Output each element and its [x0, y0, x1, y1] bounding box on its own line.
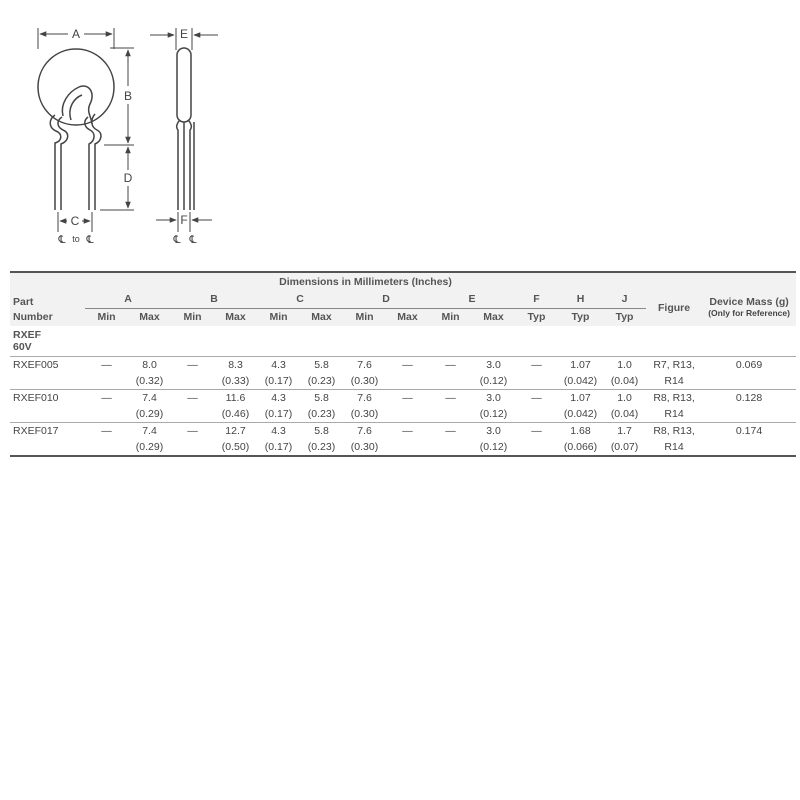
group-h-header: H: [558, 290, 603, 308]
figure-ref: R7, R13,: [653, 358, 695, 371]
device-mass-cell: 0.174: [702, 422, 796, 456]
dimension-inch-value: (0.17): [264, 440, 293, 453]
group-e-header: E: [429, 290, 515, 308]
figure-ref: R14: [664, 440, 684, 453]
dimension-inch-value: (0.29): [135, 440, 164, 453]
dimension-cell: [558, 356, 603, 389]
group-d-header: D: [343, 290, 429, 308]
dimension-mm-value: 5.8: [314, 391, 329, 404]
group-header-row: [10, 290, 796, 308]
dimension-mm-value: 1.07: [570, 391, 591, 404]
dimension-inch-value: (0.042): [563, 407, 598, 420]
dimension-cell: [472, 389, 515, 422]
part-number-cell: RXEF010: [10, 389, 85, 422]
part-number-cell: RXEF017: [10, 422, 85, 456]
dimension-cell: [257, 356, 300, 389]
dimension-mm-value: —: [531, 391, 542, 404]
dimension-inch-value: (0.12): [479, 440, 508, 453]
dimension-inch-value: (0.23): [307, 407, 336, 420]
dimension-cell: [128, 356, 171, 389]
dimension-mm-value: 3.0: [486, 424, 501, 437]
dimension-cell: [603, 389, 646, 422]
dimension-mm-value: 1.7: [617, 424, 632, 437]
dimension-cell: [85, 422, 128, 456]
group-a-header: A: [85, 290, 171, 308]
dimension-mm-value: 11.6: [225, 391, 246, 404]
dimension-inch-value: (0.17): [264, 374, 293, 387]
dimension-cell: [343, 356, 386, 389]
dimension-inch-value: (0.042): [563, 374, 598, 387]
figure-header: Figure: [658, 302, 691, 314]
table-row: [10, 422, 796, 456]
dimension-inch-value: (0.04): [610, 407, 639, 420]
to-label: to: [72, 234, 80, 244]
table-title: Dimensions in Millimeters (Inches): [279, 275, 452, 288]
dimension-cell: [386, 356, 429, 389]
dimension-mm-value: —: [187, 424, 198, 437]
part-number-cell: RXEF005: [10, 356, 85, 389]
dimension-mm-value: 3.0: [486, 391, 501, 404]
side-view: [177, 48, 194, 210]
dimension-inch-value: (0.04): [610, 374, 639, 387]
dimension-mm-value: 1.0: [617, 391, 632, 404]
dimension-mm-value: 7.6: [357, 358, 372, 371]
dimension-mm-value: —: [101, 358, 112, 371]
dimension-cell: [171, 356, 214, 389]
dimension-inch-value: (0.50): [221, 440, 250, 453]
dimension-mm-value: —: [187, 391, 198, 404]
dimension-inch-value: (0.23): [307, 440, 336, 453]
sub-header-e-max: Max: [483, 311, 504, 324]
sub-header-a-min: Min: [97, 311, 116, 324]
dimension-mm-value: 4.3: [271, 358, 286, 371]
dimension-inch-value: (0.33): [221, 374, 250, 387]
dimension-mm-value: —: [402, 358, 413, 371]
sub-header-h-typ: Typ: [571, 311, 590, 324]
dimension-cell: [214, 356, 257, 389]
mass-header: Device Mass (g): [709, 296, 789, 308]
dimension-inch-value: (0.29): [135, 407, 164, 420]
dimension-mm-value: 8.0: [142, 358, 157, 371]
sub-header-f-typ: Typ: [527, 311, 546, 324]
dimension-cell: [603, 356, 646, 389]
dimension-inch-value: (0.12): [479, 374, 508, 387]
dimension-inch-value: (0.07): [610, 440, 639, 453]
dimension-mm-value: 8.3: [228, 358, 243, 371]
centerline-right-symbol: ℄: [86, 234, 94, 246]
dimension-mm-value: —: [101, 391, 112, 404]
dimension-inch-value: (0.066): [563, 440, 598, 453]
dimension-cell: [515, 422, 558, 456]
dimension-cell: [300, 422, 343, 456]
centerline-left-symbol: ℄: [58, 234, 66, 246]
sub-header-b-max: Max: [225, 311, 246, 324]
sub-header-d-max: Max: [397, 311, 418, 324]
part-header-line2: Number: [13, 311, 53, 323]
dimension-inch-value: (0.30): [350, 374, 379, 387]
part-header-line1: Part: [13, 296, 34, 308]
series-name: RXEF: [13, 328, 42, 341]
figure-ref: R14: [664, 407, 684, 420]
dimension-mm-value: 5.8: [314, 358, 329, 371]
dimension-cell: [343, 422, 386, 456]
dimension-cell: [386, 389, 429, 422]
device-mass-cell: 0.069: [702, 356, 796, 389]
dimension-inch-value: (0.12): [479, 407, 508, 420]
dimension-cell: [515, 356, 558, 389]
group-b-header: B: [171, 290, 257, 308]
mass-subheader: (Only for Reference): [708, 308, 790, 318]
series-voltage: 60V: [13, 340, 32, 353]
dimensions-table: [10, 271, 796, 457]
dimension-mm-value: —: [402, 424, 413, 437]
table-row: [10, 389, 796, 422]
dimension-cell: [515, 389, 558, 422]
centerline-side-left-symbol: ℄: [173, 234, 181, 246]
dimension-mm-value: 7.4: [142, 424, 157, 437]
dimension-mm-value: 3.0: [486, 358, 501, 371]
dimension-mm-value: —: [445, 391, 456, 404]
dim-c-label: C: [70, 214, 80, 228]
dimension-cell: [171, 389, 214, 422]
dimension-inch-value: (0.46): [221, 407, 250, 420]
dimension-mm-value: —: [531, 424, 542, 437]
dimension-inch-value: (0.32): [135, 374, 164, 387]
dimension-cell: [171, 422, 214, 456]
dimension-cell: [214, 422, 257, 456]
dimension-inch-value: (0.23): [307, 374, 336, 387]
dimension-mm-value: 4.3: [271, 424, 286, 437]
dimension-cell: [300, 389, 343, 422]
dimension-cell: [429, 422, 472, 456]
sub-header-a-max: Max: [139, 311, 160, 324]
device-mass-cell: 0.128: [702, 389, 796, 422]
dimension-mm-value: —: [531, 358, 542, 371]
dimension-mm-value: 1.0: [617, 358, 632, 371]
dim-f-label: F: [180, 213, 188, 227]
dimension-inch-value: (0.30): [350, 440, 379, 453]
dimension-cell: [257, 389, 300, 422]
dimension-mm-value: 5.8: [314, 424, 329, 437]
figure-ref: R14: [664, 374, 684, 387]
front-view: [38, 49, 114, 210]
dimension-mm-value: 7.6: [357, 391, 372, 404]
component-drawing: [0, 0, 260, 260]
dimension-cell: [300, 356, 343, 389]
dimension-cell: [128, 422, 171, 456]
sub-header-j-typ: Typ: [615, 311, 634, 324]
dimension-cell: [558, 422, 603, 456]
dimension-mm-value: —: [445, 424, 456, 437]
sub-header-c-max: Max: [311, 311, 332, 324]
dimension-cell: [85, 356, 128, 389]
dimension-mm-value: 7.6: [357, 424, 372, 437]
figure-ref: R8, R13,: [653, 424, 695, 437]
dimension-cell: [603, 422, 646, 456]
group-f-header: F: [515, 290, 558, 308]
dimension-cell: [472, 422, 515, 456]
dimension-mm-value: —: [445, 358, 456, 371]
sub-header-e-min: Min: [441, 311, 460, 324]
dim-b-label: B: [123, 89, 133, 103]
dimension-mm-value: 7.4: [142, 391, 157, 404]
dimension-cell: [558, 389, 603, 422]
group-j-header: J: [603, 290, 646, 308]
sub-header-c-min: Min: [269, 311, 288, 324]
dimension-cell: [386, 422, 429, 456]
figure-cell: [646, 422, 702, 456]
dimension-cell: [257, 422, 300, 456]
dimension-cell: [85, 389, 128, 422]
dimension-cell: [343, 389, 386, 422]
dimension-mm-value: 4.3: [271, 391, 286, 404]
sub-header-b-min: Min: [183, 311, 202, 324]
series-row: [10, 326, 796, 356]
dimension-mm-value: 12.7: [225, 424, 246, 437]
figure-ref: R8, R13,: [653, 391, 695, 404]
figure-cell: [646, 389, 702, 422]
dimension-mm-value: —: [402, 391, 413, 404]
dimension-mm-value: 1.07: [570, 358, 591, 371]
dimension-mm-value: —: [187, 358, 198, 371]
table-row: [10, 356, 796, 389]
dimension-inch-value: (0.30): [350, 407, 379, 420]
dimension-inch-value: (0.17): [264, 407, 293, 420]
dimension-cell: [472, 356, 515, 389]
dim-a-label: A: [71, 27, 81, 41]
dimension-cell: [128, 389, 171, 422]
figure-cell: [646, 356, 702, 389]
group-c-header: C: [257, 290, 343, 308]
dimension-cell: [429, 356, 472, 389]
dimension-cell: [214, 389, 257, 422]
dimension-mm-value: 1.68: [570, 424, 591, 437]
dimension-cell: [429, 389, 472, 422]
sub-header-d-min: Min: [355, 311, 374, 324]
centerline-side-right-symbol: ℄: [189, 234, 197, 246]
dim-d-label: D: [123, 171, 133, 185]
dim-e-label: E: [179, 27, 189, 41]
dimension-mm-value: —: [101, 424, 112, 437]
